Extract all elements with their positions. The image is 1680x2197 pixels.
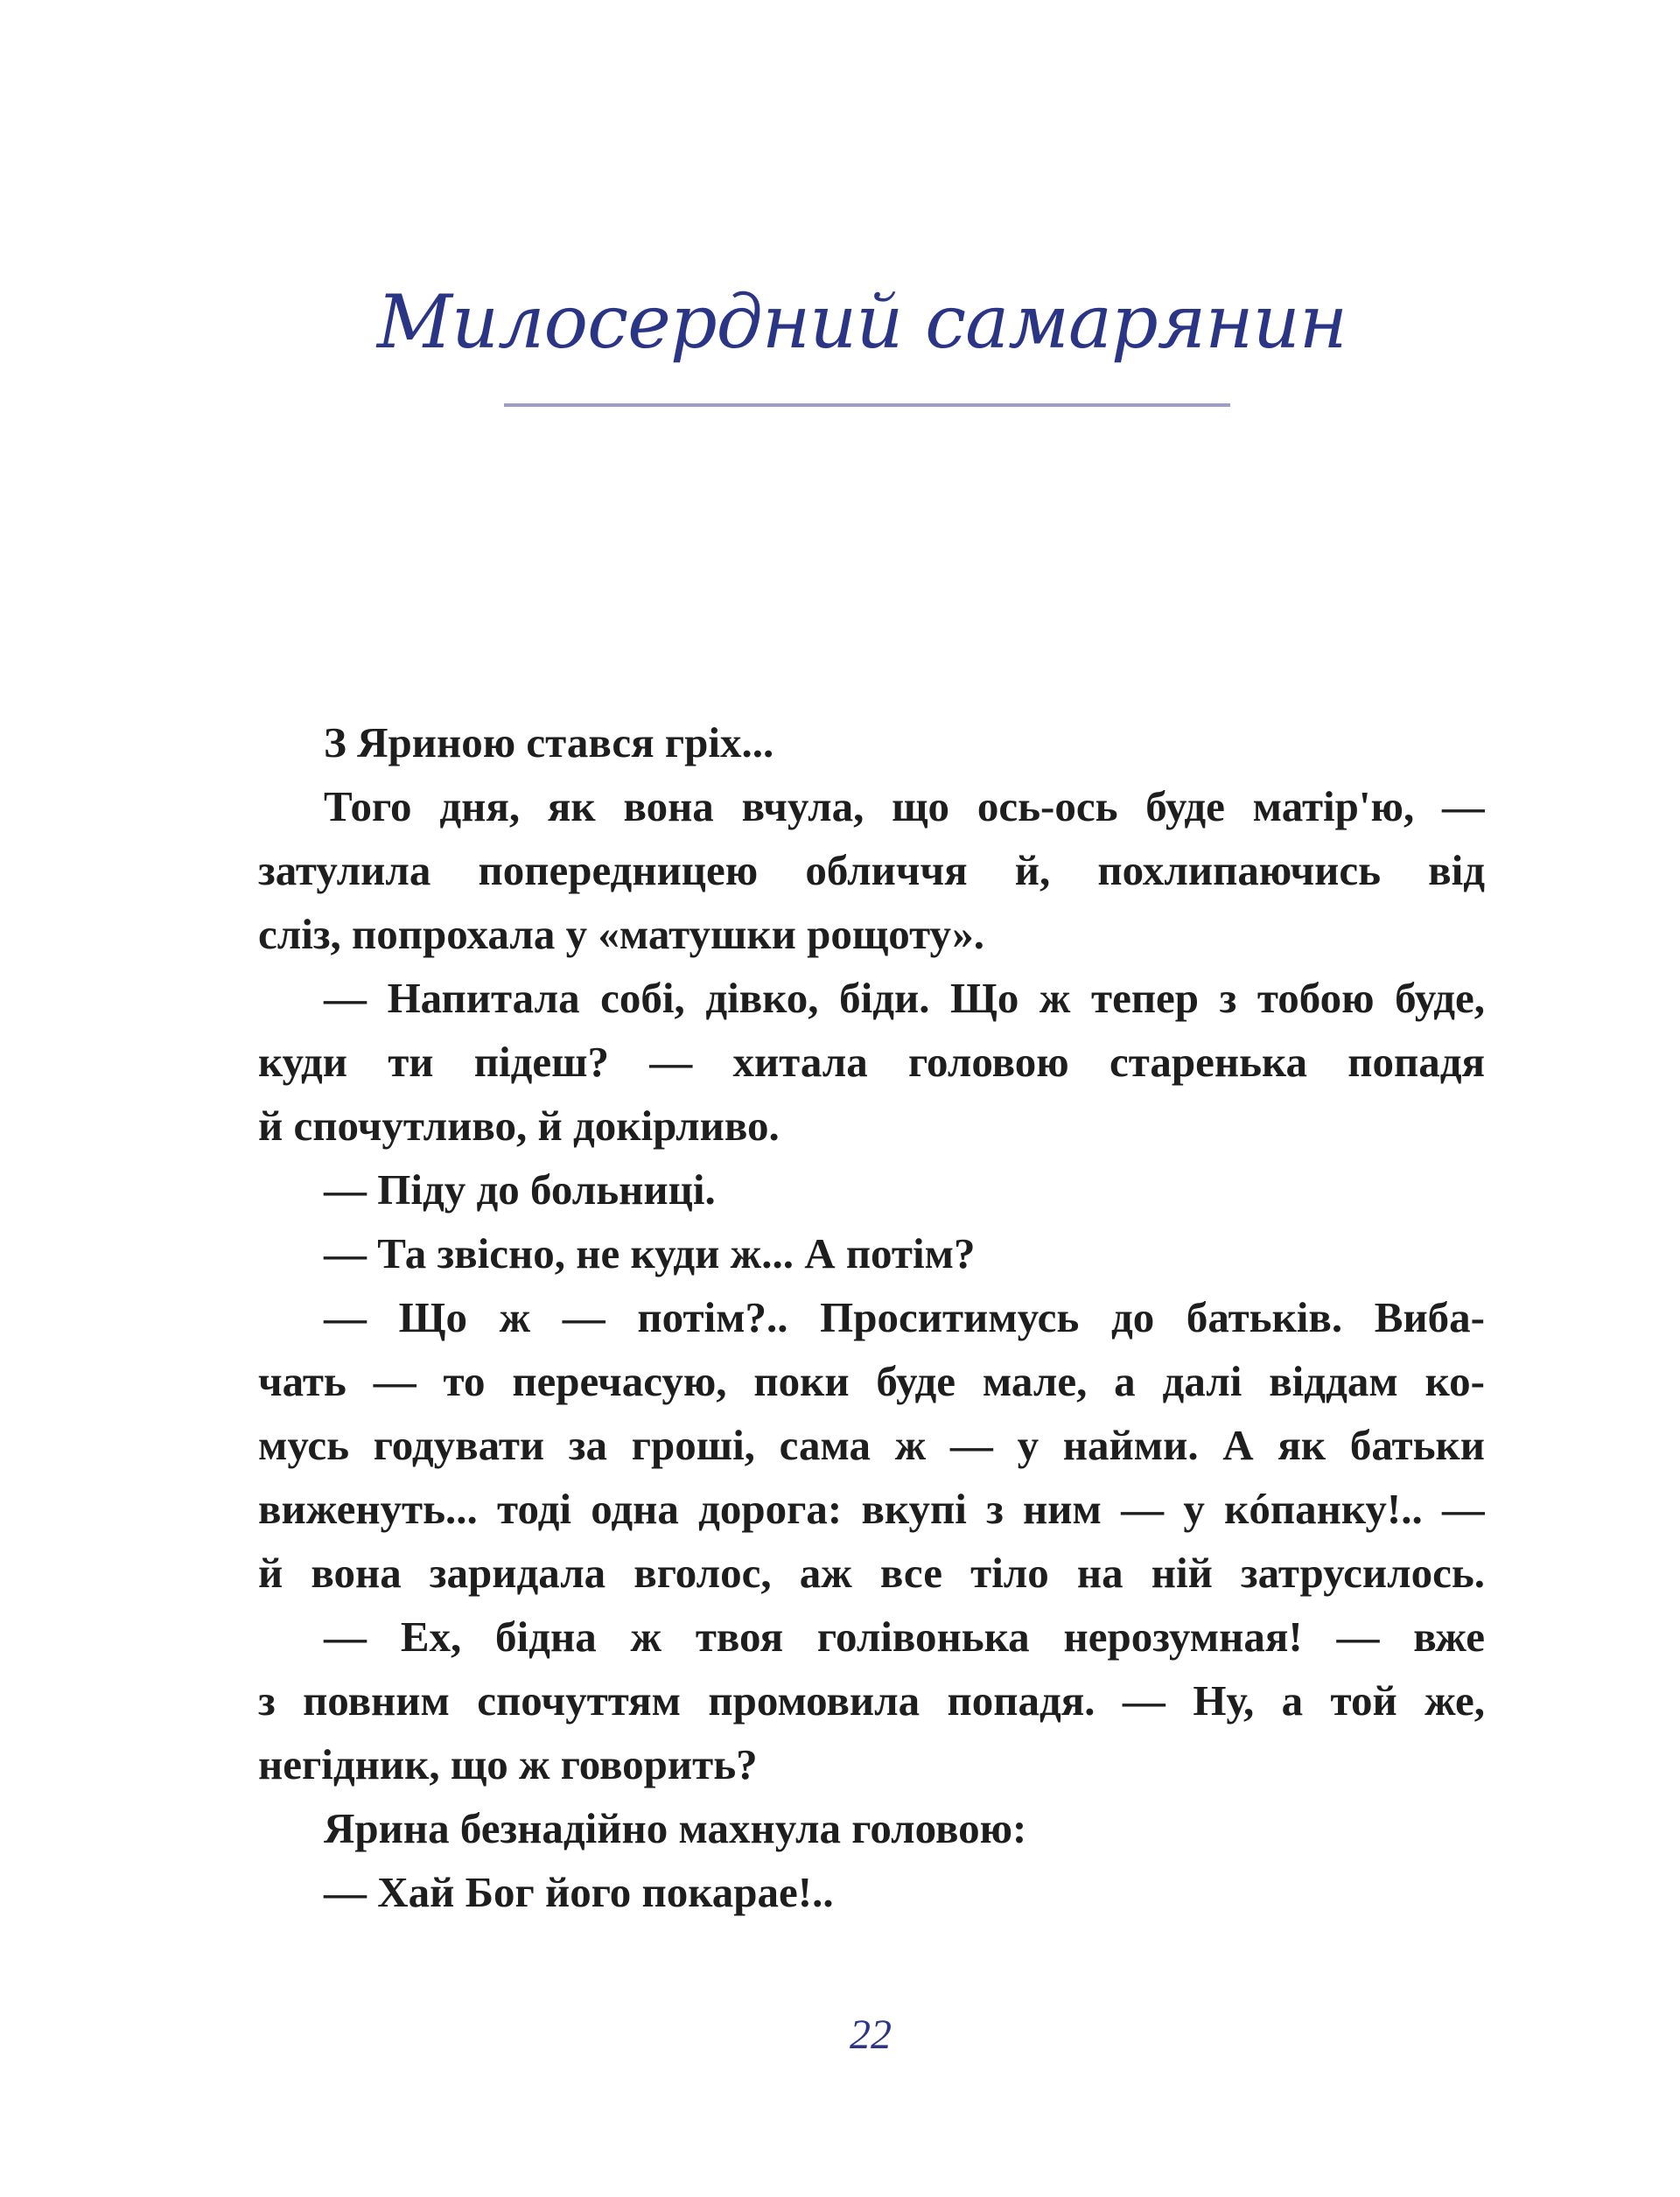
text-line: виженуть... тоді одна дорога: вкупі з ним — у кóпанку!.. — [258,1485,1485,1533]
chapter-title: Милосердний самарянин [376,279,1348,365]
page-number: 22 [850,2012,892,2058]
text-line: сліз, попрохала у «матушки рощоту». [258,910,984,958]
text-line: чать — то перечасую, поки буде мале, а далі віддам ко- [258,1357,1485,1405]
text-line: З Яриною стався гріх... [324,718,774,766]
chapter-body [258,710,1485,1924]
text-line: з повним спочуттям промовила попадя. — Ну, а той же, [258,1676,1485,1725]
text-line: Ярина безнадійно махнула головою: [324,1804,1027,1852]
text-line: — Та звісно, не куди ж... А потім? [324,1229,976,1277]
text-line: й спочутливо, й докірливо. [258,1102,780,1150]
text-line: Того дня, як вона вчула, що ось-ось буде матір'ю, — [324,782,1485,830]
text-line: й вона заридала вголос, аж все тіло на ній затрусилось. [258,1549,1485,1597]
text-line: — Хай Бог його покарае!.. [324,1868,834,1916]
title-underline-rule [504,403,1230,407]
text-line: — Ех, бідна ж твоя голівонька нерозумная! — вже [324,1613,1485,1661]
text-line: — Що ж — потім?.. Проситимусь до батьків. Виба- [324,1293,1485,1341]
text-line: затулила попередницею обличчя й, похлипаючись від [258,846,1485,894]
text-line: мусь годувати за гроші, сама ж — у найми. А як батьки [258,1421,1485,1469]
text-line: — Піду до больниці. [324,1165,716,1214]
text-line: куди ти підеш? — хитала головою старенька попадя [258,1038,1485,1086]
text-line: негідник, що ж говорить? [258,1740,758,1788]
text-line: — Напитала собі, дівко, біди. Що ж тепер з тобою буде, [324,974,1485,1022]
